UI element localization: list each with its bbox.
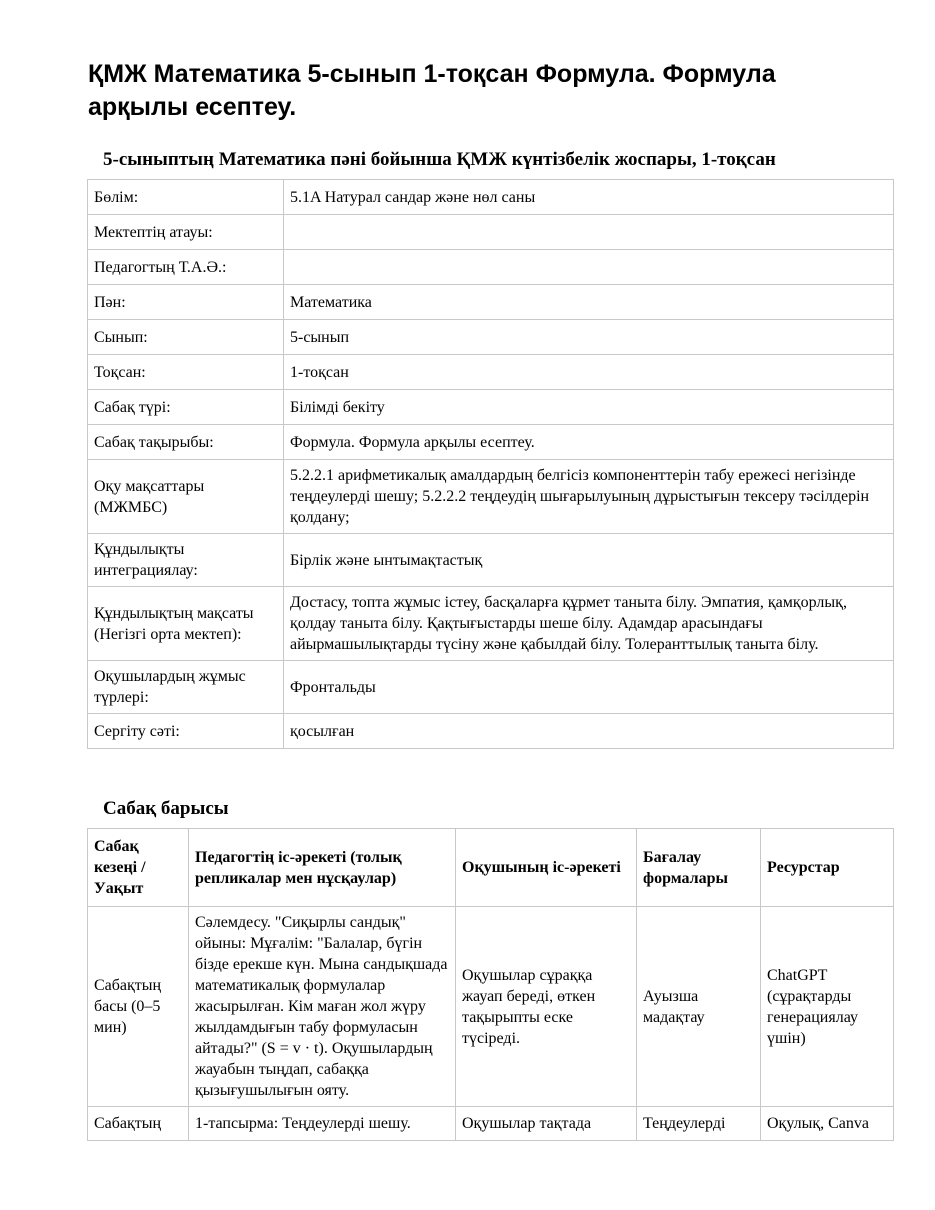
column-header-student: Оқушының іс-әрекеті	[456, 829, 637, 907]
table-row	[88, 180, 894, 215]
student-cell: Оқушылар сұраққа жауап береді, өткен тақырыпты еске түсіреді.	[456, 907, 637, 1107]
resources-cell: Оқулық, Canva	[761, 1107, 894, 1141]
assessment-cell: Теңдеулерді	[637, 1107, 761, 1141]
row-label: Оқушылардың жұмыс түрлері:	[88, 661, 284, 714]
row-value: 5.2.2.1 арифметикалық амалдардың белгісіз компоненттерін табу ережесі негізінде теңдеулерді шешу; 5.2.2.2 теңдеудің шығарылуының дұрыстығын тексеру тәсілдерін қолдану;	[284, 460, 894, 534]
table-row	[88, 320, 894, 355]
stage-cell: Сабақтың	[88, 1107, 189, 1141]
teacher-cell: Сәлемдесу. "Сиқырлы сандық" ойыны: Мұғалім: "Балалар, бүгін бізде ерекше күн. Мына сандықшада математикалық формулалар жасырылған. Кім маған жол жүру жылдамдығын табу формуласын айтады?" (S = v · t). Оқушылардың жауабын тыңдап, сабаққа қызығушылығын ояту.	[189, 907, 456, 1107]
row-value: 1-тоқсан	[284, 355, 894, 390]
table-row	[88, 714, 894, 749]
table-row	[88, 425, 894, 460]
column-header-teacher: Педагогтің іс-әрекеті (толық репликалар мен нұсқаулар)	[189, 829, 456, 907]
table-row	[88, 1107, 894, 1141]
row-value: Фронтальды	[284, 661, 894, 714]
table-row	[88, 285, 894, 320]
table-header-row	[88, 829, 894, 907]
assessment-cell: Ауызша мадақтау	[637, 907, 761, 1107]
row-value: Бірлік және ынтымақтастық	[284, 534, 894, 587]
row-value: Математика	[284, 285, 894, 320]
teacher-cell: 1-тапсырма: Теңдеулерді шешу.	[189, 1107, 456, 1141]
table-row	[88, 215, 894, 250]
row-label: Мектептің атауы:	[88, 215, 284, 250]
row-value: Формула. Формула арқылы есептеу.	[284, 425, 894, 460]
row-value: Достасу, топта жұмыс істеу, басқаларға құрмет таныта білу. Эмпатия, қамқорлық, қолдау таныта білу. Қақтығыстарды шеше білу. Адамдар арасындағы айырмашылықтарды түсіну және қабылдай білу. Толеранттылық таныта білу.	[284, 587, 894, 661]
row-label: Пән:	[88, 285, 284, 320]
plan-heading: 5-сыныптың Математика пәні бойынша ҚМЖ күнтізбелік жоспары, 1-тоқсан	[103, 149, 776, 170]
lesson-heading: Сабақ барысы	[103, 798, 229, 819]
row-label: Педагогтың Т.А.Ә.:	[88, 250, 284, 285]
row-label: Сергіту сәті:	[88, 714, 284, 749]
row-value	[284, 215, 894, 250]
row-label: Бөлім:	[88, 180, 284, 215]
column-header-assessment: Бағалау формалары	[637, 829, 761, 907]
column-header-stage: Сабақ кезеңі / Уақыт	[88, 829, 189, 907]
row-label: Сабақ тақырыбы:	[88, 425, 284, 460]
table-row	[88, 907, 894, 1107]
row-label: Оқу мақсаттары (МЖМБС)	[88, 460, 284, 534]
row-label: Тоқсан:	[88, 355, 284, 390]
table-row	[88, 355, 894, 390]
row-value: Білімді бекіту	[284, 390, 894, 425]
table-row	[88, 587, 894, 661]
lesson-flow-table	[87, 828, 894, 1141]
row-value: 5-сынып	[284, 320, 894, 355]
row-value: қосылған	[284, 714, 894, 749]
document-title: ҚМЖ Математика 5-сынып 1-тоқсан Формула. Формула арқылы есептеу.	[88, 60, 776, 121]
table-row	[88, 534, 894, 587]
row-label: Құндылықты интеграциялау:	[88, 534, 284, 587]
table-row	[88, 460, 894, 534]
table-row	[88, 250, 894, 285]
student-cell: Оқушылар тақтада	[456, 1107, 637, 1141]
column-header-resources: Ресурстар	[761, 829, 894, 907]
resources-cell: ChatGPT (сұрақтарды генерациялау үшін)	[761, 907, 894, 1107]
lesson-info-table	[87, 179, 894, 749]
row-label: Сабақ түрі:	[88, 390, 284, 425]
row-label: Құндылықтың мақсаты (Негізгі орта мектеп):	[88, 587, 284, 661]
row-label: Сынып:	[88, 320, 284, 355]
stage-cell: Сабақтың басы (0–5 мин)	[88, 907, 189, 1107]
table-row	[88, 661, 894, 714]
row-value: 5.1A Натурал сандар және нөл саны	[284, 180, 894, 215]
table-row	[88, 390, 894, 425]
row-value	[284, 250, 894, 285]
